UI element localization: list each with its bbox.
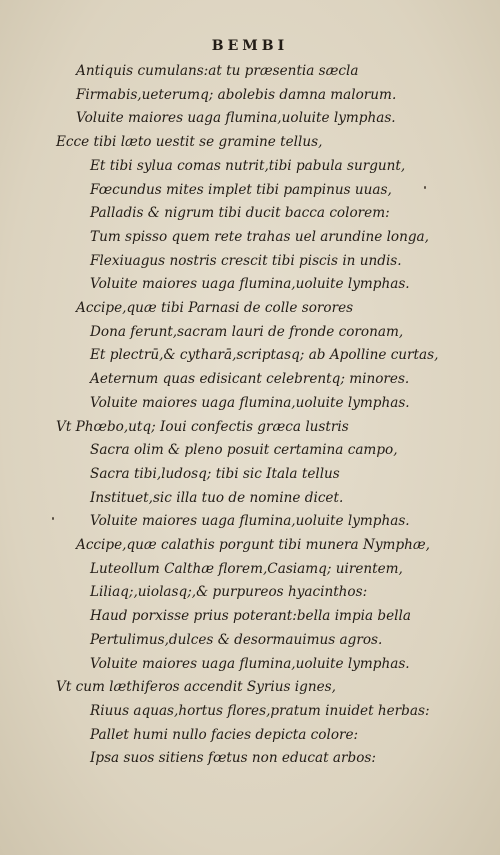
- ink-speck: [52, 517, 54, 520]
- verse-line: Voluite maiores uaga flumina,uoluite lymphas.: [90, 513, 410, 530]
- verse-line: Voluite maiores uaga flumina,uoluite lymphas.: [90, 655, 410, 672]
- verse-line: Pallet humi nullo facies depicta colore:: [90, 726, 359, 743]
- verse-line: Vt Phœbo,utq; Ioui confectis græca lustris: [56, 418, 349, 435]
- verse-line: Accipe,quæ calathis porgunt tibi munera Nymphæ,: [76, 537, 430, 553]
- verse-line: Sacra tibi,ludosq; tibi sic Itala tellus: [90, 465, 340, 482]
- verse-line: Et plectrū,& cytharā,scriptasq; ab Apolline curtas,: [90, 347, 439, 364]
- verse-line: Accipe,quæ tibi Parnasi de colle sorores: [76, 300, 354, 316]
- verse-line: Instituet,sic illa tuo de nomine dicet.: [90, 489, 344, 506]
- verse-line: Fœcundus mites implet tibi pampinus uuas,: [90, 181, 392, 198]
- verse-line: Vt cum læthiferos accendit Syrius ignes,: [56, 679, 336, 696]
- verse-line: Voluite maiores uaga flumina,uoluite lymphas.: [76, 110, 396, 127]
- verse-line: Liliaq;,uiolasq;,& purpureos hyacinthos:: [90, 584, 368, 601]
- verse-line: Voluite maiores uaga flumina,uoluite lymphas.: [90, 276, 410, 293]
- verse-line: Sacra olim & pleno posuit certamina campo,: [90, 442, 398, 459]
- verse-line: Aeternum quas edisicant celebrentq; minores.: [90, 371, 410, 388]
- ink-speck: [424, 186, 426, 189]
- verse-line: Ipsa suos sitiens fœtus non educat arbos:: [90, 750, 376, 767]
- verse-line: Ecce tibi læto uestit se gramine tellus,: [56, 134, 323, 151]
- verse-line: Firmabis,ueterumq; abolebis damna malorum.: [76, 86, 397, 103]
- running-head: BEMBI: [211, 38, 289, 54]
- verse-line: Luteollum Calthæ florem,Casiamq; uirentem,: [90, 560, 403, 577]
- verse-line: Tum spisso quem rete trahas uel arundine longa,: [90, 228, 429, 245]
- verse-line: Dona ferunt,sacram lauri de fronde coronam,: [90, 323, 404, 340]
- verse-line: Et tibi sylua comas nutrit,tibi pabula surgunt,: [90, 157, 406, 174]
- verse-line: Antiquis cumulans:at tu præsentia sæcla: [76, 63, 359, 79]
- verse-line: Pertulimus,dulces & desormauimus agros.: [90, 631, 383, 648]
- verse-line: Haud porxisse prius poterant:bella impia bella: [90, 608, 411, 625]
- verse-line: Palladis & nigrum tibi ducit bacca colorem:: [90, 205, 390, 222]
- verse-line: Flexiuagus nostris crescit tibi piscis in undis.: [90, 252, 402, 269]
- verse-line: Riuus aquas,hortus flores,pratum inuidet herbas:: [90, 702, 430, 719]
- verse-line: Voluite maiores uaga flumina,uoluite lymphas.: [90, 394, 410, 411]
